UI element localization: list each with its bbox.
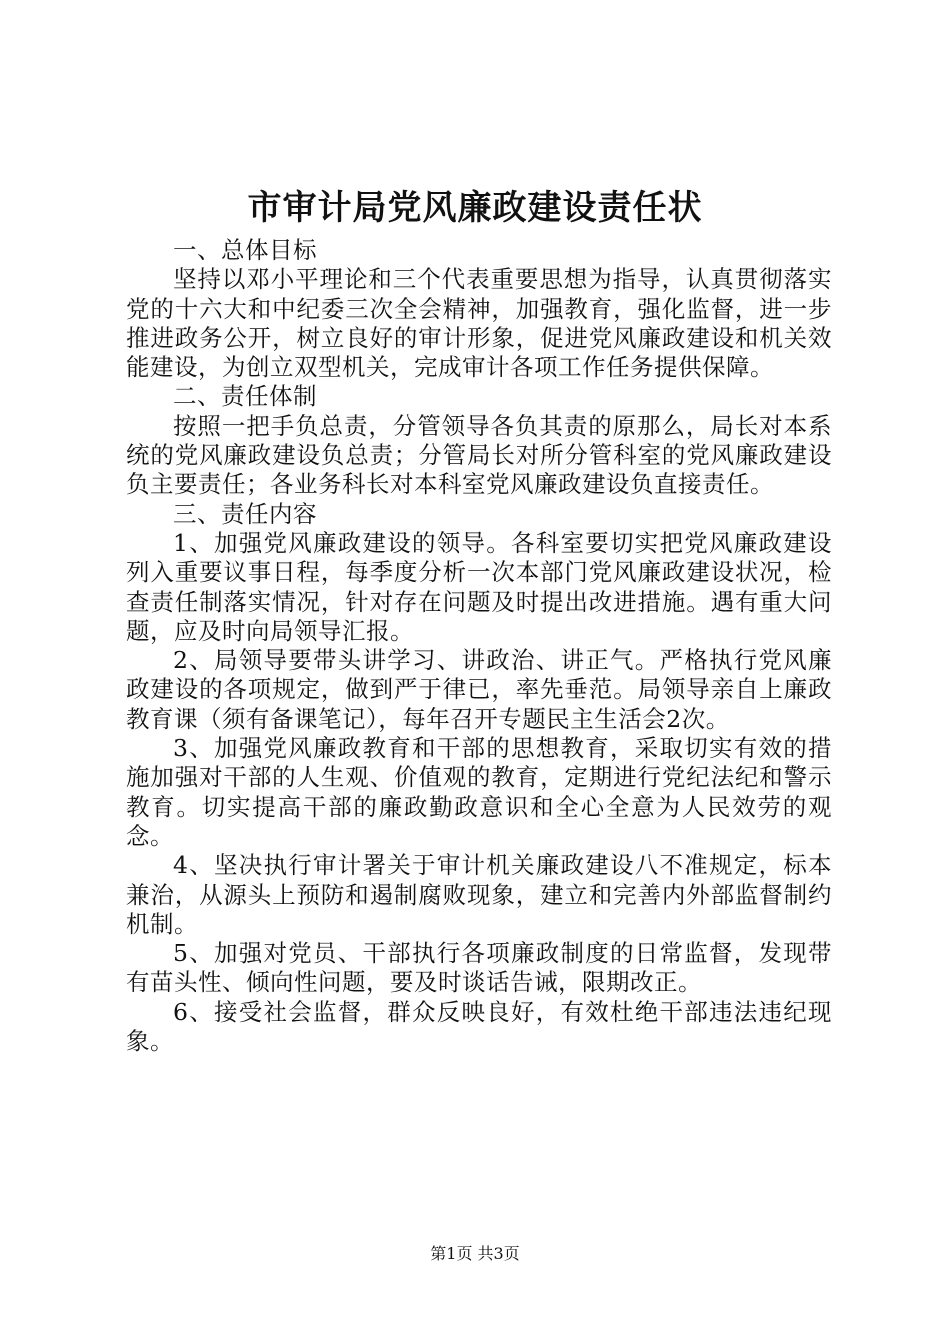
section-heading-content: 三、责任内容 bbox=[173, 499, 317, 528]
paragraph-item-1: 1、加强党风廉政建设的领导。各科室要切实把党风廉政建设列入重要议事日程，每季度分析一次本部门党风廉政建设状况，检查责任制落实情况，针对存在问题及时提出改进措施。遇有重大问题，应及时向局领导汇报。 bbox=[126, 528, 832, 645]
paragraph-system: 按照一把手负总责，分管领导各负其责的原那么，局长对本系统的党风廉政建设负总责；分管局长对所分管科室的党风廉政建设负主要责任；各业务科长对本科室党风廉政建设负直接责任。 bbox=[126, 411, 832, 499]
document-title: 市审计局党风廉政建设责任状 bbox=[247, 188, 703, 228]
paragraph-item-3: 3、加强党风廉政教育和干部的思想教育，采取切实有效的措施加强对干部的人生观、价值观的教育，定期进行党纪法纪和警示教育。切实提高干部的廉政勤政意识和全心全意为人民效劳的观念。 bbox=[126, 734, 832, 850]
document-body bbox=[126, 236, 832, 1056]
section-heading-goals: 一、总体目标 bbox=[173, 236, 317, 264]
paragraph-item-6: 6、接受社会监督，群众反映良好，有效杜绝干部违法违纪现象。 bbox=[126, 997, 832, 1056]
paragraph-goals: 坚持以邓小平理论和三个代表重要思想为指导，认真贯彻落实党的十六大和中纪委三次全会精神，加强教育，强化监督，进一步推进政务公开，树立良好的审计形象，促进党风廉政建设和机关效能建设，为创立双型机关，完成审计各项工作任务提供保障。 bbox=[126, 265, 832, 382]
paragraph-item-2: 2、局领导要带头讲学习、讲政治、讲正气。严格执行党风廉政建设的各项规定，做到严于律已，率先垂范。局领导亲自上廉政教育课（须有备课笔记），每年召开专题民主生活会2次。 bbox=[126, 646, 832, 733]
paragraph-item-4: 4、坚决执行审计署关于审计机关廉政建设八不准规定，标本兼治，从源头上预防和遏制腐败现象，建立和完善内外部监督制约机制。 bbox=[126, 851, 832, 938]
page-number-footer: 第1页 共3页 bbox=[430, 1244, 520, 1263]
section-heading-system: 二、责任体制 bbox=[173, 382, 317, 411]
paragraph-item-5: 5、加强对党员、干部执行各项廉政制度的日常监督，发现带有苗头性、倾向性问题，要及时谈话告诫，限期改正。 bbox=[126, 939, 832, 997]
